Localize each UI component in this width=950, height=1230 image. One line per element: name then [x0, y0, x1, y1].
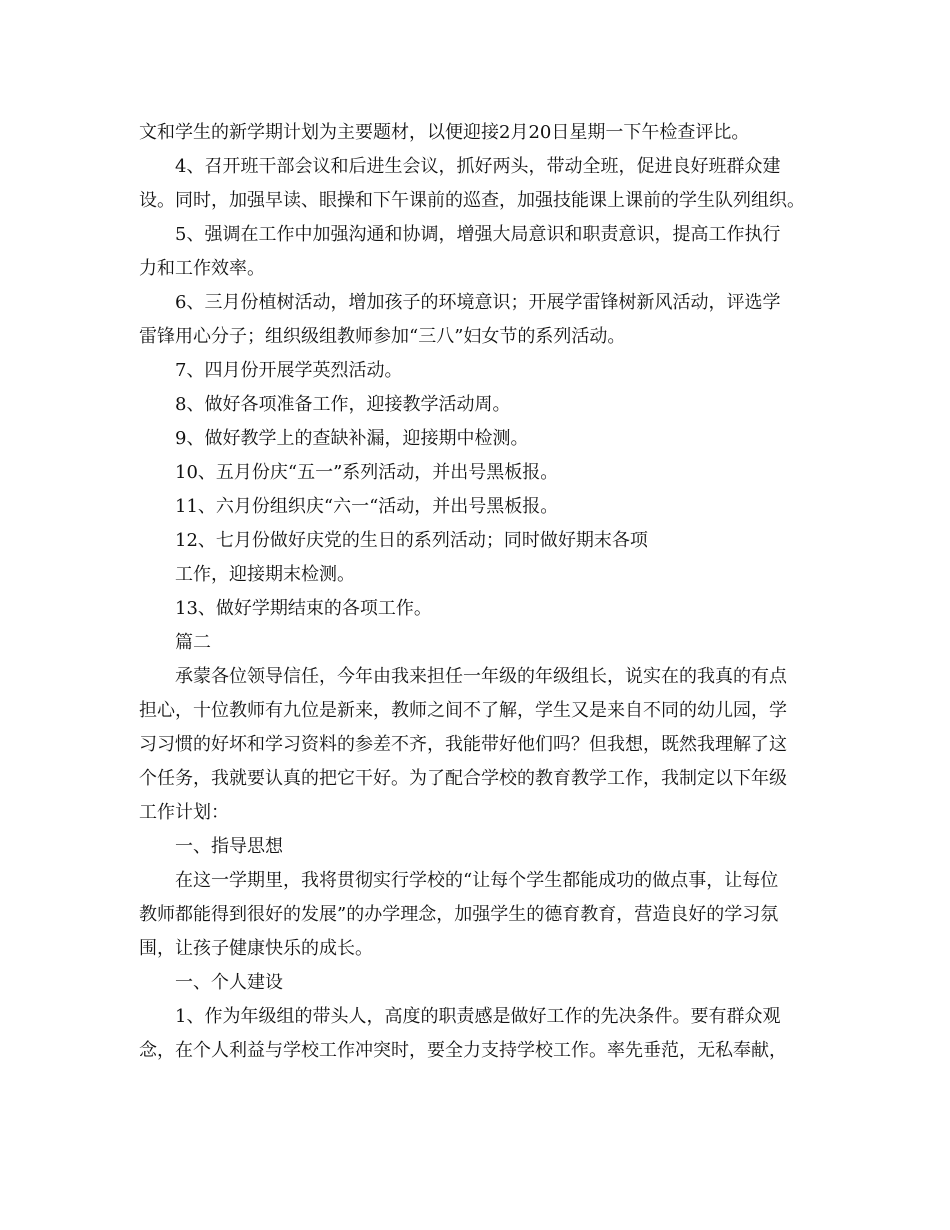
- document-body: [139, 116, 829, 1068]
- text-line: 设。同时，加强早读、眼操和下午课前的巡查，加强技能课上课前的学生队列组织。: [139, 190, 805, 211]
- text-line: 8、做好各项准备工作，迎接教学活动周。: [175, 394, 511, 415]
- section-heading: 篇二: [175, 632, 211, 653]
- text-line: 13、做好学期结束的各项工作。: [175, 598, 432, 619]
- text-line: 个任务，我就要认真的把它干好。为了配合学校的教育教学工作，我制定以下年级: [139, 768, 787, 789]
- section-heading: 一、个人建设: [175, 972, 283, 993]
- text-line: 围，让孩子健康快乐的成长。: [139, 938, 373, 959]
- text-line: 文和学生的新学期计划为主要题材，以便迎接2月20日星期一下午检查评比。: [139, 122, 750, 143]
- text-line: 力和工作效率。: [139, 258, 265, 279]
- text-line: 11、六月份组织庆“六一“活动，并出号黑板报。: [175, 496, 559, 517]
- text-line: 工作，迎接期末检测。: [175, 564, 355, 585]
- text-line: 12、七月份做好庆党的生日的系列活动；同时做好期末各项: [175, 530, 648, 551]
- text-line: 担心，十位教师有九位是新来，教师之间不了解，学生又是来自不同的幼儿园，学: [139, 700, 787, 721]
- text-line: 教师都能得到很好的发展”的办学理念，加强学生的德育教育，营造良好的学习氛: [139, 904, 779, 925]
- text-line: 念，在个人利益与学校工作冲突时，要全力支持学校工作。率先垂范，无私奉献，: [139, 1040, 787, 1061]
- text-line: 承蒙各位领导信任，今年由我来担任一年级的年级组长，说实在的我真的有点: [175, 666, 787, 687]
- text-line: 9、做好教学上的查缺补漏，迎接期中检测。: [175, 428, 529, 449]
- text-line: 1、作为年级组的带头人，高度的职责感是做好工作的先决条件。要有群众观: [175, 1006, 781, 1027]
- text-line: 工作计划：: [139, 802, 229, 823]
- text-line: 5、强调在工作中加强沟通和协调，增强大局意识和职责意识，提高工作执行: [175, 224, 781, 245]
- text-line: 雷锋用心分子；组织级组教师参加“三八”妇女节的系列活动。: [139, 326, 626, 347]
- text-line: 在这一学期里，我将贯彻实行学校的“让每个学生都能成功的做点事，让每位: [175, 870, 779, 891]
- section-heading: 一、指导思想: [175, 836, 283, 857]
- text-line: 7、四月份开展学英烈活动。: [175, 360, 403, 381]
- text-line: 习习惯的好坏和学习资料的参差不齐，我能带好他们吗？但我想，既然我理解了这: [139, 734, 787, 755]
- text-line: 4、召开班干部会议和后进生会议，抓好两头，带动全班，促进良好班群众建: [175, 156, 781, 177]
- text-line: 10、五月份庆“五一”系列活动，并出号黑板报。: [175, 462, 559, 483]
- text-line: 6、三月份植树活动，增加孩子的环境意识；开展学雷锋树新风活动，评选学: [175, 292, 781, 313]
